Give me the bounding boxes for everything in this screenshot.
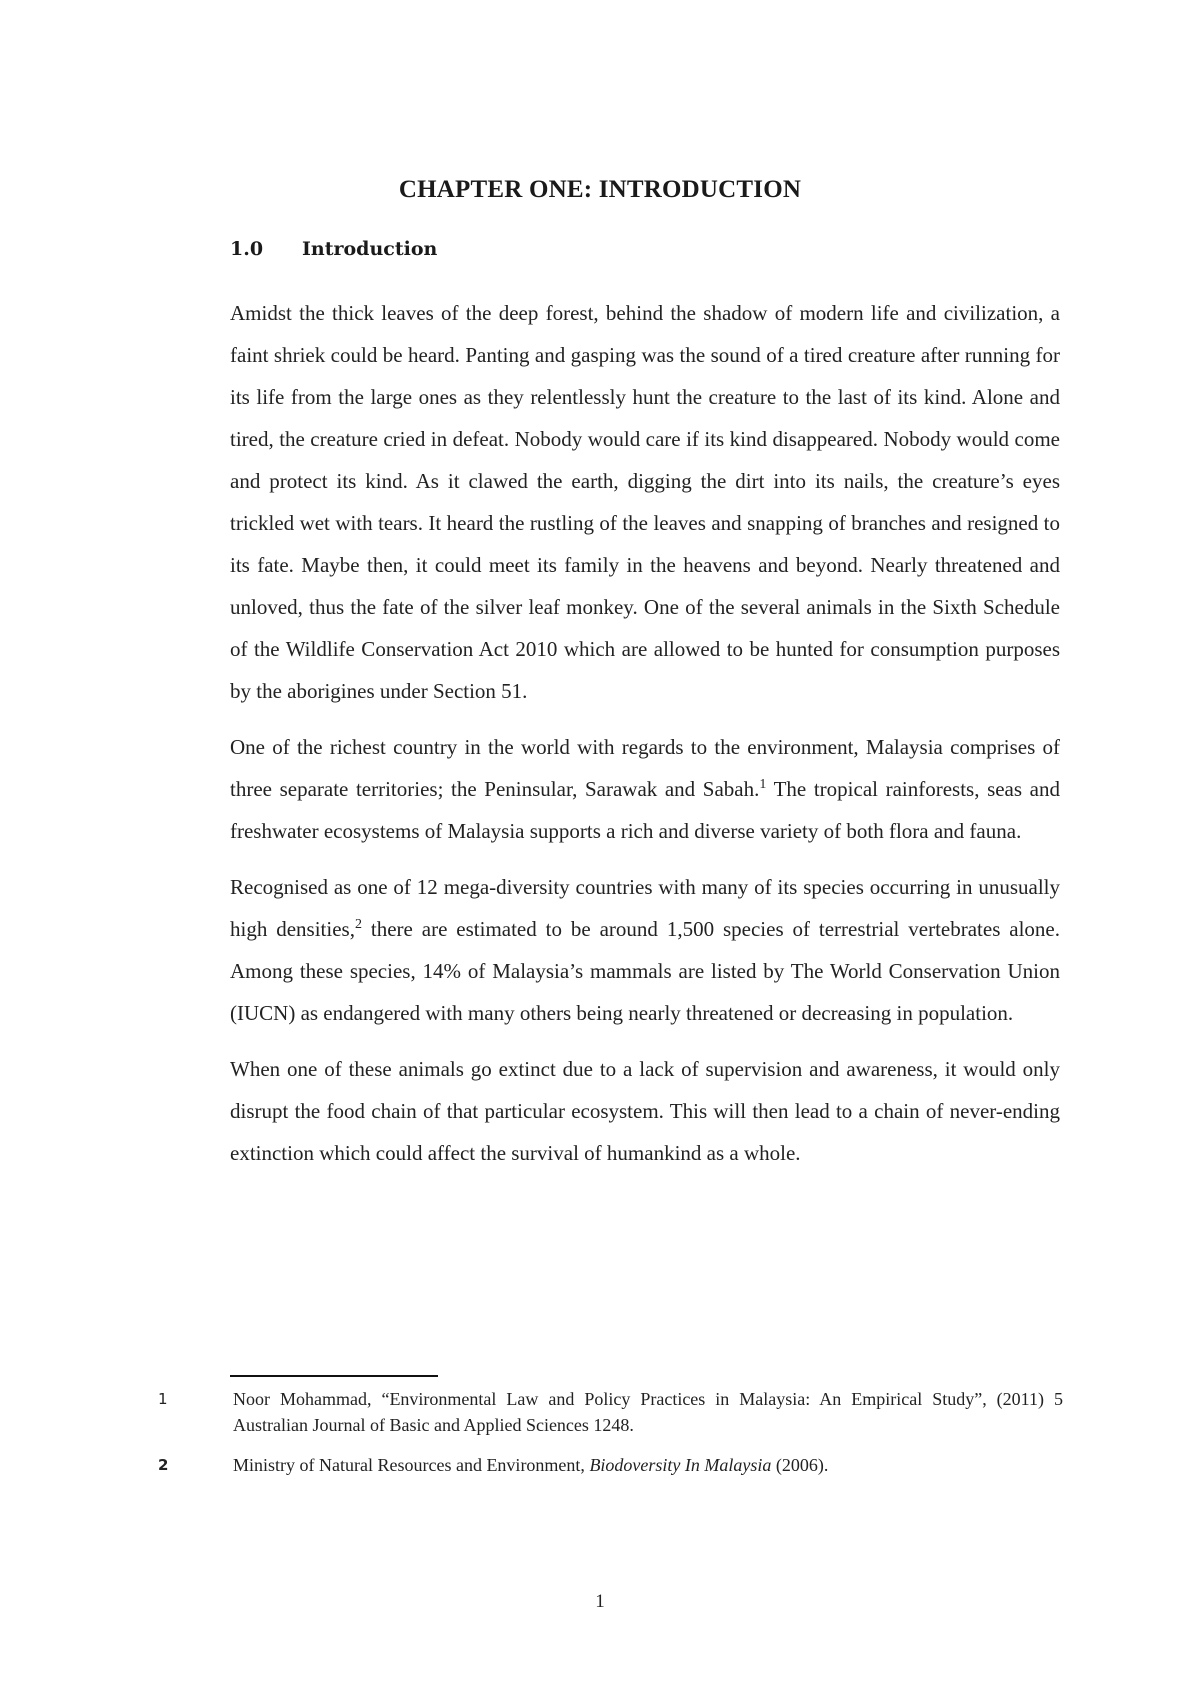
paragraph-text: there are estimated to be around 1,500 species of terrestrial vertebrates alone. Among these species, 14% of Malaysia’s mammals are listed by The World Conservation Union (IUCN) as endangered with many others being nearly threatened or decreasing in population. (230, 917, 1060, 1025)
chapter-title: CHAPTER ONE: INTRODUCTION (398, 176, 802, 203)
paragraph: Amidst the thick leaves of the deep forest, behind the shadow of modern life and civilization, a faint shriek could be heard. Panting and gasping was the sound of a tired creature after running for its life from the large ones as they relentlessly hunt the creature to the last of its kind. Alone and tired, the creature cried in defeat. Nobody would care if its kind disappeared. Nobody would come and protect its kind. As it clawed the earth, digging the dirt into its nails, the creature’s eyes trickled wet with tears. It heard the rustling of the leaves and snapping of branches and resigned to its fate. Maybe then, it could meet its family in the heavens and beyond. Nearly threatened and unloved, thus the fate of the silver leaf monkey. One of the several animals in the Sixth Schedule of the Wildlife Conservation Act 2010 which are allowed to be hunted for consumption purposes by the aborigines under Section 51. (230, 301, 1060, 703)
paragraph-text: The tropical rainforests, seas and freshwater ecosystems of Malaysia supports a rich and diverse variety of both flora and fauna. (230, 777, 1060, 843)
footnote-text: Ministry of Natural Resources and Environment, (233, 1455, 590, 1475)
footnote-reference[interactable]: 2 (354, 917, 362, 932)
footnote-text: Noor Mohammad, “Environmental Law and Policy Practices in Malaysia: An Empirical Study”, (2011) 5 Australian Journal of Basic and Applied Sciences 1248. (233, 1389, 1063, 1435)
section-number: 1.0 (230, 238, 264, 260)
paragraph (230, 866, 1060, 1034)
footnote-number: 2 (158, 1456, 169, 1474)
page-number: 1 (595, 1591, 605, 1612)
footnote (158, 1452, 1063, 1478)
paragraph (230, 726, 1060, 852)
footnotes (158, 1386, 1063, 1492)
footnote-separator (230, 1375, 438, 1377)
section-heading (230, 238, 437, 260)
footnote-italic-title: Biodoversity In Malaysia (589, 1455, 772, 1475)
body-text (230, 292, 1060, 1188)
section-title: Introduction (302, 238, 438, 260)
paragraph-text: Recognised as one of 12 mega-diversity countries with many of its species occurring in unusually high densities, (230, 875, 1060, 941)
footnote (158, 1386, 1063, 1438)
paragraph-text: One of the richest country in the world with regards to the environment, Malaysia comprises of three separate territories; the Peninsular, Sarawak and Sabah. (230, 735, 1060, 801)
footnote-text: (2006). (771, 1455, 829, 1475)
paragraph: When one of these animals go extinct due to a lack of supervision and awareness, it would only disrupt the food chain of that particular ecosystem. This will then lead to a chain of never-ending extinction which could affect the survival of humankind as a whole. (230, 1057, 1060, 1165)
footnote-number: 1 (158, 1390, 168, 1408)
footnote-reference[interactable]: 1 (759, 777, 767, 792)
